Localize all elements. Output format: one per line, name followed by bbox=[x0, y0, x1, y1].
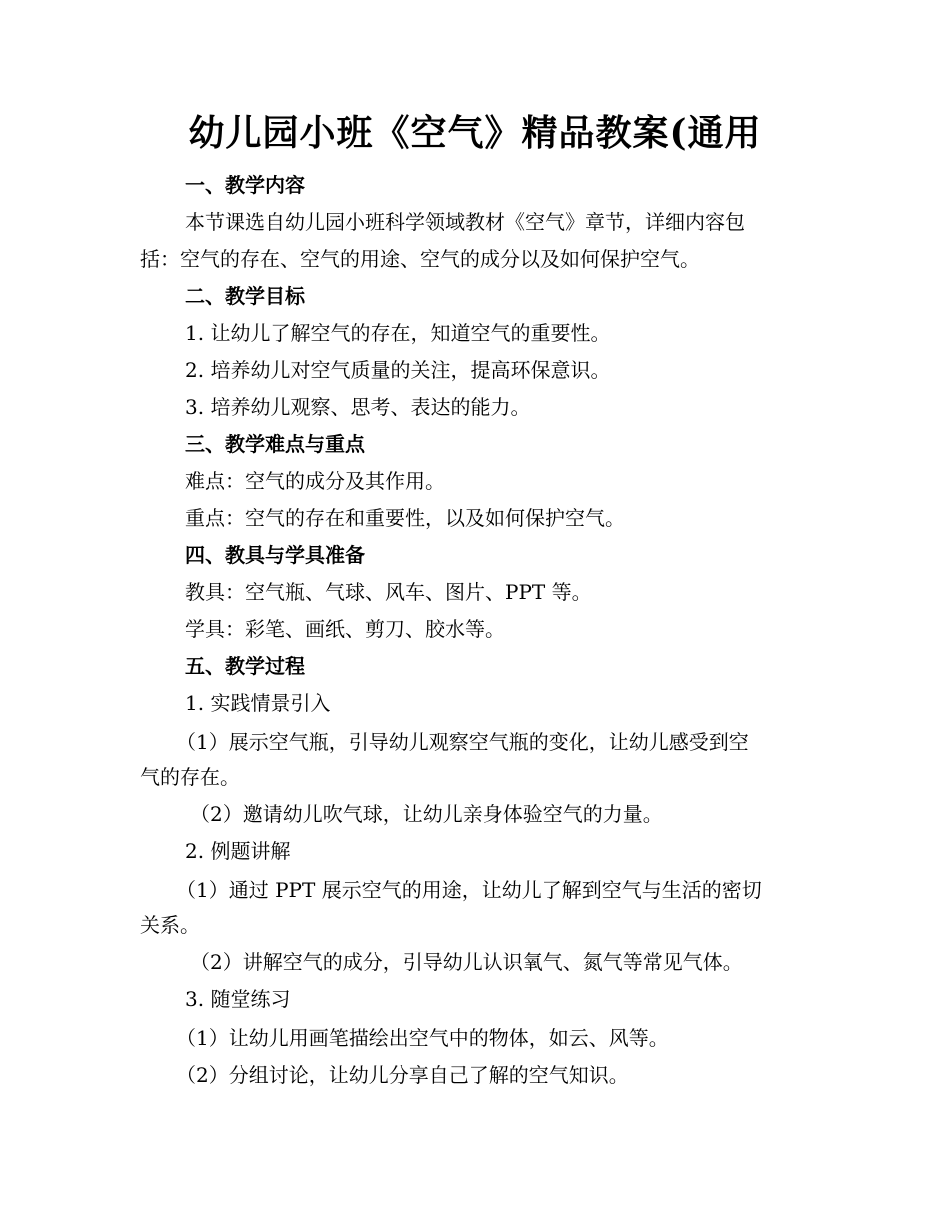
goal-item: 2. 培养幼儿对空气质量的关注，提高环保意识。 bbox=[185, 358, 611, 382]
key-point: 重点：空气的存在和重要性，以及如何保护空气。 bbox=[185, 506, 625, 530]
process-step: 1. 实践情景引入 bbox=[185, 691, 331, 715]
difficulty-point: 难点：空气的成分及其作用。 bbox=[185, 469, 445, 493]
section-heading-process: 五、教学过程 bbox=[185, 654, 305, 678]
process-substep: （2）讲解空气的成分，引导幼儿认识氧气、氮气等常见气体。 bbox=[190, 950, 743, 974]
process-step: 2. 例题讲解 bbox=[185, 839, 291, 863]
process-substep: （2）邀请幼儿吹气球，让幼儿亲身体验空气的力量。 bbox=[190, 802, 663, 826]
process-substep: （1）让幼儿用画笔描绘出空气中的物体，如云、风等。 bbox=[176, 1026, 669, 1050]
process-substep-cont: 关系。 bbox=[140, 913, 200, 937]
process-substep: （2）分组讨论，让幼儿分享自己了解的空气知识。 bbox=[176, 1063, 629, 1087]
document-title: 幼儿园小班《空气》精品教案(通用 bbox=[188, 112, 762, 154]
section-heading-difficulty: 三、教学难点与重点 bbox=[185, 432, 365, 456]
process-substep: （1）通过 PPT 展示空气的用途，让幼儿了解到空气与生活的密切 bbox=[176, 878, 762, 902]
process-substep: （1）展示空气瓶，引导幼儿观察空气瓶的变化，让幼儿感受到空 bbox=[176, 730, 749, 754]
paragraph-line: 本节课选自幼儿园小班科学领域教材《空气》章节，详细内容包 bbox=[185, 210, 745, 234]
section-heading-tools: 四、教具与学具准备 bbox=[185, 543, 365, 567]
goal-item: 3. 培养幼儿观察、思考、表达的能力。 bbox=[185, 395, 531, 419]
paragraph-line: 括：空气的存在、空气的用途、空气的成分以及如何保护空气。 bbox=[140, 247, 700, 271]
student-tools: 学具：彩笔、画纸、剪刀、胶水等。 bbox=[185, 617, 505, 641]
section-heading-goals: 二、教学目标 bbox=[185, 284, 305, 308]
process-substep-cont: 气的存在。 bbox=[140, 765, 240, 789]
goal-item: 1. 让幼儿了解空气的存在，知道空气的重要性。 bbox=[185, 321, 611, 345]
process-step: 3. 随堂练习 bbox=[185, 987, 291, 1011]
teacher-tools: 教具：空气瓶、气球、风车、图片、PPT 等。 bbox=[185, 580, 592, 604]
section-heading-content: 一、教学内容 bbox=[185, 173, 305, 197]
